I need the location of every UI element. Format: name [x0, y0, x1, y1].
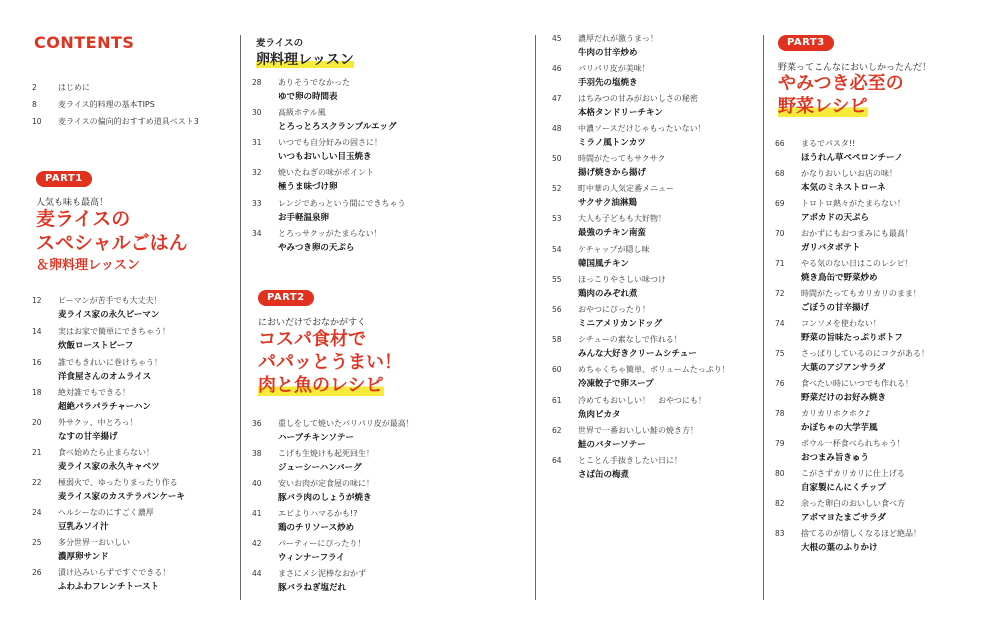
page-number: 12	[32, 296, 42, 305]
entry-title: 鮭のバターソテー	[578, 440, 646, 450]
page-number: 44	[252, 569, 262, 578]
entry-title: ミラノ風トンカツ	[578, 138, 646, 148]
egg-section-lead: 麦ライスの	[256, 38, 304, 49]
page-number: 26	[32, 568, 42, 577]
entry-subtitle: 食べたい時にいつでも作れる！	[801, 379, 913, 388]
egg-section-title	[256, 49, 354, 69]
page-number: 45	[552, 34, 562, 43]
page-number: 24	[32, 508, 42, 517]
entry-subtitle: こがさずカリカリに仕上げる	[801, 469, 905, 478]
entry-subtitle: 濃厚だれが激うまっ！	[578, 34, 658, 43]
entry-subtitle: カリカリホクホク♪	[801, 409, 871, 418]
page-number: 21	[32, 448, 42, 457]
part3-title-line2	[778, 98, 868, 116]
page-number: 48	[552, 124, 562, 133]
entry-title: 炊飯ローストビーフ	[58, 341, 134, 351]
entry-title: ほうれん草ペペロンチーノ	[801, 153, 903, 163]
entry-subtitle: 多分世界一おいしい	[58, 538, 130, 547]
page-number: 70	[775, 229, 785, 238]
column-1	[32, 0, 232, 627]
entry-title: おつまみ旨きゅう	[801, 453, 869, 463]
entry-subtitle: ボウル一杯食べられちゃう！	[801, 439, 905, 448]
entry-title: 大根の葉のふりかけ	[801, 543, 878, 553]
part1-title-line3: ＆卵料理レッスン	[36, 258, 140, 273]
entry-subtitle: やる気のない日はこのレシピ！	[801, 259, 913, 268]
entry-subtitle: 世界で一番おいしい鮭の焼き方！	[578, 426, 698, 435]
page-number: 56	[552, 305, 562, 314]
contents-title: CONTENTS	[34, 33, 135, 52]
entry-title: ふわふわフレンチトースト	[58, 582, 160, 592]
entry-subtitle: エビよりハマるかも!?	[278, 509, 358, 518]
entry-title: 濃厚卵サンド	[58, 552, 109, 562]
entry-subtitle: 漬け込みいらずですぐできる！	[58, 568, 171, 577]
page-number: 78	[775, 409, 785, 418]
page-number: 22	[32, 478, 42, 487]
entry-title: みんな大好きクリームシチュー	[578, 349, 697, 359]
entry-title: ごぼうの甘辛揚げ	[801, 303, 870, 313]
entry-subtitle: ヘルシーなのにすごく濃厚	[58, 508, 154, 517]
page-number: 82	[775, 499, 785, 508]
column-2	[252, 0, 512, 627]
page-number: 32	[252, 168, 262, 177]
page-number: 72	[775, 289, 785, 298]
item-title: 麦ライス的料理の基本TIPS	[58, 100, 155, 109]
entry-title: なすの甘辛揚げ	[58, 432, 118, 442]
entry-subtitle: 中濃ソースだけじゃもったいない！	[578, 124, 706, 133]
page-number: 38	[252, 449, 262, 458]
entry-title: ハーブチキンソテー	[278, 433, 354, 443]
page-number: 64	[552, 456, 562, 465]
page-number: 36	[252, 419, 262, 428]
part3-title-line1: やみつき必至の	[778, 73, 904, 94]
page-number: 33	[252, 199, 262, 208]
entry-subtitle: 捨てるのが惜しくなるほど絶品！	[801, 529, 921, 538]
part1-lead: 人気も味も最高！	[36, 198, 109, 208]
entry-subtitle: ケチャップが隠し味	[578, 245, 650, 254]
entry-title: ウィンナーフライ	[278, 553, 345, 563]
entry-title: いつもおいしい目玉焼き	[278, 152, 372, 162]
entry-subtitle: 安いお肉が定食屋の味に！	[278, 479, 374, 488]
entry-subtitle: 時間がたってもサクサク	[578, 154, 666, 163]
page-number: 16	[32, 358, 42, 367]
column-3	[552, 0, 757, 627]
page-number: 18	[32, 388, 42, 397]
entry-subtitle: 大人も子どもも大好物！	[578, 214, 666, 223]
page-number: 55	[552, 275, 562, 284]
entry-title: 焼き鳥缶で野菜炒め	[801, 273, 878, 283]
entry-title: とろっとろスクランブルエッグ	[278, 122, 397, 132]
entry-subtitle: 焼いたねぎの味がポイント	[278, 168, 374, 177]
entry-title: 揚げ焼きから揚げ	[578, 168, 647, 178]
page-number: 46	[552, 64, 562, 73]
entry-title: 野菜だけのお好み焼き	[801, 393, 887, 403]
entry-title: 大葉のアジアンサラダ	[801, 363, 886, 373]
entry-title: やみつき卵の天ぷら	[278, 243, 355, 253]
entry-subtitle: ピーマンが苦手でも大丈夫！	[58, 296, 162, 305]
entry-title: 韓国風チキン	[578, 259, 629, 269]
entry-subtitle: おやつにぴったり！	[578, 305, 650, 314]
entry-title: 冷凍餃子で卵スープ	[578, 379, 654, 389]
page-number: 34	[252, 229, 262, 238]
page-number: 61	[552, 396, 562, 405]
page-number: 47	[552, 94, 562, 103]
entry-title: ジューシーハンバーグ	[278, 463, 362, 473]
entry-subtitle: 重しをして焼いたパリパリ皮が最高！	[278, 419, 414, 428]
entry-title: 手羽先の塩焼き	[578, 78, 638, 88]
entry-subtitle: 高級ホテル風	[278, 108, 326, 117]
page-number: 31	[252, 138, 262, 147]
page-number: 2	[32, 83, 37, 92]
page-number: 40	[252, 479, 262, 488]
page-number: 58	[552, 335, 562, 344]
entry-title: 麦ライス家の永久キャベツ	[58, 462, 160, 472]
entry-title: 豚バラ肉のしょうが焼き	[278, 493, 372, 503]
entry-subtitle: 絶対誰でもできる！	[58, 388, 130, 397]
page-number: 79	[775, 439, 785, 448]
entry-subtitle: 余った卵白のおいしい食べ方	[801, 499, 905, 508]
page-number: 71	[775, 259, 785, 268]
page-number: 8	[32, 100, 37, 109]
part2-badge: PART2	[258, 290, 314, 306]
page-number: 25	[32, 538, 42, 547]
entry-subtitle: 食べ始めたら止まらない！	[58, 448, 154, 457]
page-number: 20	[32, 418, 42, 427]
part3-lead: 野菜ってこんなにおいしかったんだ！	[778, 63, 932, 73]
page-number: 60	[552, 365, 562, 374]
entry-title: お手軽温泉卵	[278, 213, 330, 223]
part2-title-line3-text: 肉と魚のレシピ	[258, 375, 384, 396]
page-number: 14	[32, 327, 42, 336]
part2-title-line3	[258, 377, 384, 395]
entry-subtitle: めちゃくちゃ簡単、ボリュームたっぷり！	[578, 365, 730, 374]
entry-subtitle: おかずにもおつまみにも最高！	[801, 229, 913, 238]
entry-subtitle: コンソメを使わない！	[801, 319, 881, 328]
part1-title-line1: 麦ライスの	[36, 208, 131, 230]
column-divider	[535, 35, 536, 600]
entry-title: かぼちゃの大学芋風	[801, 423, 878, 433]
entry-title: 麦ライス家の永久ピーマン	[58, 310, 160, 320]
entry-subtitle: こげも生焼けも起死回生！	[278, 449, 374, 458]
entry-subtitle: 町中華の人気定番メニュー	[578, 184, 674, 193]
entry-title: 魚肉ピカタ	[578, 410, 621, 420]
column-divider	[240, 35, 241, 600]
part1-badge: PART1	[36, 171, 92, 187]
entry-subtitle: 実はお家で簡単にできちゃう！	[58, 327, 170, 336]
entry-title: 豚バラねぎ塩だれ	[278, 583, 347, 593]
page-number: 10	[32, 117, 42, 126]
page-number: 83	[775, 529, 785, 538]
entry-title: ミニアメリカンドッグ	[578, 319, 663, 329]
entry-subtitle: ほっこりやさしい味つけ	[578, 275, 666, 284]
page-number: 52	[552, 184, 562, 193]
page-number: 62	[552, 426, 562, 435]
entry-subtitle: トロトロ熱々がたまらない！	[801, 199, 905, 208]
entry-title: ガリバタポテト	[801, 243, 861, 253]
entry-title: 自家製にんにくチップ	[801, 483, 886, 493]
entry-title: ゆで卵の時間表	[278, 92, 338, 102]
page-number: 66	[775, 139, 785, 148]
entry-subtitle: 時間がたってもカリカリのまま！	[801, 289, 921, 298]
entry-subtitle: かなりおいしいお店の味！	[801, 169, 897, 178]
part2-lead: においだけでおなかがすく	[258, 318, 367, 328]
part2-title-line2: パパッとうまい！	[258, 352, 402, 373]
part2-title-line1: コスパ食材で	[258, 329, 366, 350]
page-number: 42	[252, 539, 262, 548]
entry-subtitle: 誰でもきれいに巻けちゃう！	[58, 358, 162, 367]
page-number: 54	[552, 245, 562, 254]
entry-subtitle: シチューの素なしで作れる！	[578, 335, 682, 344]
entry-title: 豆乳みソイ汁	[58, 522, 109, 532]
part1-title-line2: スペシャルごはん	[36, 232, 188, 254]
entry-subtitle: はちみつの甘みがおいしさの秘密	[578, 94, 698, 103]
page-number: 50	[552, 154, 562, 163]
column-divider	[763, 35, 764, 600]
entry-subtitle: さっぱりしているのにコクがある！	[801, 349, 929, 358]
entry-title: 麦ライス家のカステラパンケーキ	[58, 492, 185, 502]
entry-subtitle: とことん手抜きしたい日に！	[578, 456, 682, 465]
entry-title: 鶏のチリソース炒め	[278, 523, 355, 533]
entry-subtitle: パーティーにぴったり！	[278, 539, 366, 548]
page-number: 75	[775, 349, 785, 358]
page-number: 69	[775, 199, 785, 208]
entry-subtitle: レンジであっという間にできちゃう	[278, 199, 406, 208]
entry-title: 超絶パラパラチャーハン	[58, 402, 151, 412]
entry-title: 洋食屋さんのオムライス	[58, 372, 152, 382]
part3-title-line2-text: 野菜レシピ	[778, 96, 868, 117]
entry-subtitle: 冷めてもおいしい！ おやつにも！	[578, 396, 706, 405]
entry-title: 極うま味づけ卵	[278, 182, 338, 192]
entry-title: 野菜の旨味たっぷりポトフ	[801, 333, 903, 343]
entry-title: 牛肉の甘辛炒め	[578, 48, 638, 58]
page-number: 28	[252, 78, 262, 87]
page-number: 76	[775, 379, 785, 388]
entry-subtitle: 極弱火で、ゆったりまったり作る	[58, 478, 178, 487]
entry-subtitle: まるでパスタ!!	[801, 139, 856, 148]
entry-subtitle: まさにメシ泥棒なおかず	[278, 569, 366, 578]
egg-title-text: 卵料理レッスン	[256, 52, 354, 68]
page-number: 53	[552, 214, 562, 223]
entry-title: 本格タンドリーチキン	[578, 108, 663, 118]
entry-title: アボカドの天ぷら	[801, 213, 870, 223]
page-number: 41	[252, 509, 262, 518]
page-number: 68	[775, 169, 785, 178]
column-4	[775, 0, 990, 627]
entry-subtitle: いつでも自分好みの固さに！	[278, 138, 382, 147]
entry-title: 鶏肉のみぞれ煮	[578, 289, 638, 299]
item-title: はじめに	[58, 83, 90, 92]
entry-title: さば缶の梅煮	[578, 470, 630, 480]
entry-subtitle: とろっサクッがたまらない！	[278, 229, 382, 238]
entry-title: アボマヨたまごサラダ	[801, 513, 886, 523]
entry-subtitle: 外サクッ、中とろっ！	[58, 418, 138, 427]
page-number: 30	[252, 108, 262, 117]
entry-title: 本気のミネストローネ	[801, 183, 886, 193]
entry-subtitle: パリパリ皮が美味！	[578, 64, 650, 73]
page-number: 74	[775, 319, 785, 328]
page-number: 80	[775, 469, 785, 478]
entry-subtitle: ありそうでなかった	[278, 78, 350, 87]
item-title: 麦ライスの偏向的おすすめ道具ベスト3	[58, 117, 199, 126]
entry-title: サクサク油淋鶏	[578, 198, 637, 208]
part3-badge: PART3	[778, 35, 834, 51]
entry-title: 最強のチキン南蛮	[578, 228, 646, 238]
